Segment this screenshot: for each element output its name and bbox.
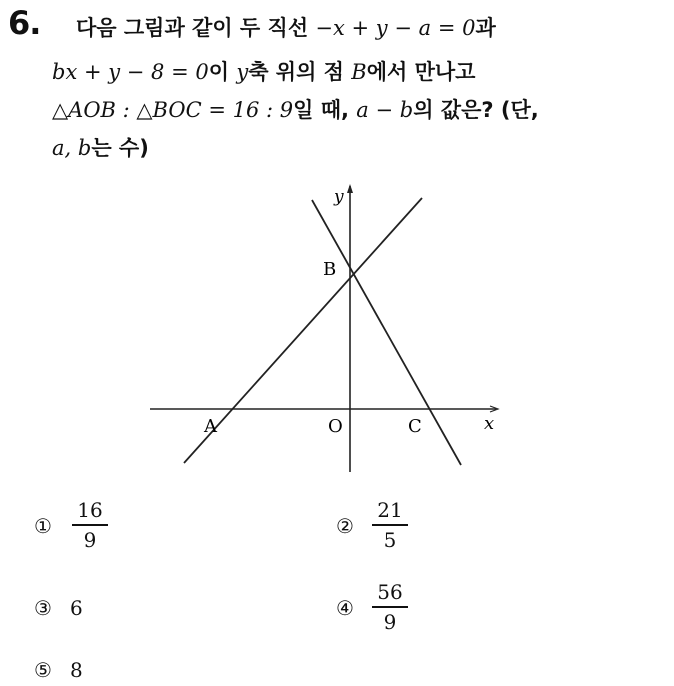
question-text: 축 위의 점: [248, 60, 352, 84]
choice-3-value[interactable]: 6: [70, 596, 83, 620]
coordinate-figure: [140, 180, 520, 480]
question-number: 6.: [8, 4, 41, 42]
choice-1-denominator: 9: [83, 527, 97, 552]
question-text: 일 때,: [293, 98, 357, 122]
x-axis-label: x: [484, 413, 495, 434]
fraction-bar: [72, 524, 108, 526]
point-b-label: B: [323, 259, 337, 280]
line-equation-2: bx + y − 8 = 0: [52, 60, 209, 84]
question-text: 는 수): [91, 136, 149, 160]
question-text: 과: [475, 16, 496, 40]
choice-4-denominator: 9: [383, 609, 397, 634]
area-ratio: △AOB : △BOC = 16 : 9: [52, 98, 294, 122]
choice-2-numerator: 21: [377, 498, 403, 522]
fraction-bar: [372, 606, 408, 608]
choice-2-denominator: 5: [383, 527, 397, 552]
y-axis-label: y: [334, 187, 344, 207]
question-text: 의 값은? (단,: [413, 98, 539, 122]
line-equation-1: −x + y − a = 0: [315, 16, 476, 40]
y-variable: y: [236, 60, 249, 84]
choice-5-value[interactable]: 8: [70, 658, 83, 682]
point-c-label: C: [408, 416, 422, 437]
question-text: 이: [208, 60, 237, 84]
constants: a, b: [52, 136, 92, 160]
question-line-4: [52, 132, 149, 162]
question-line-2: [52, 56, 475, 86]
question-line-3: [52, 94, 539, 124]
point-a-label: A: [204, 416, 217, 437]
question-text: 에서 만나고: [366, 60, 476, 84]
choice-4-fraction[interactable]: [370, 580, 410, 634]
choice-4-marker[interactable]: ④: [336, 596, 354, 620]
choice-4-numerator: 56: [377, 580, 403, 604]
choice-5-marker[interactable]: ⑤: [34, 658, 52, 682]
y-axis-arrow: [347, 184, 353, 193]
target-expression: a − b: [356, 98, 414, 122]
fraction-bar: [372, 524, 408, 526]
point-b: B: [351, 60, 367, 84]
question-line-1: [76, 12, 496, 42]
choice-3-marker[interactable]: ③: [34, 596, 52, 620]
choice-1-fraction[interactable]: [70, 498, 110, 552]
choice-1-marker[interactable]: ①: [34, 514, 52, 538]
question-text: 다음 그림과 같이 두 직선: [76, 16, 316, 40]
choice-1-numerator: 16: [77, 498, 103, 522]
choice-2-marker[interactable]: ②: [336, 514, 354, 538]
origin-label: O: [328, 416, 343, 437]
choice-2-fraction[interactable]: [370, 498, 410, 552]
